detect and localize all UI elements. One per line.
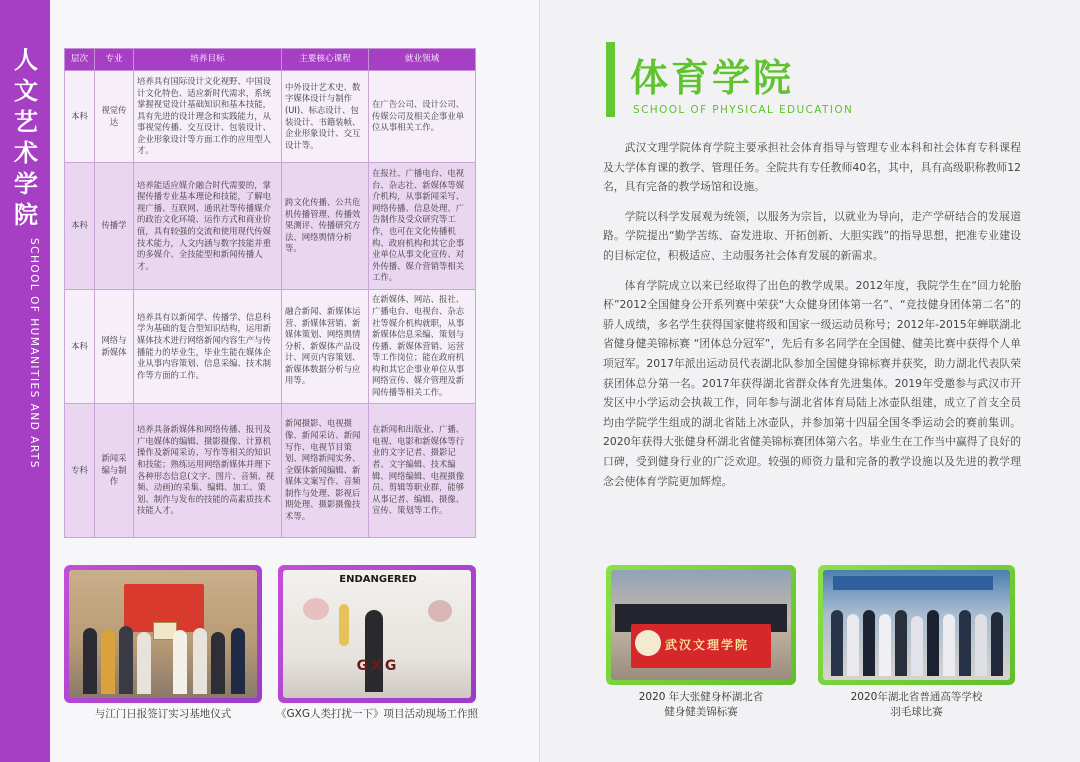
cell-courses: 跨文化传播、公共危机传播管理、传播效果测评、传播研究方法、网络舆情分析等。 <box>282 163 369 290</box>
header-goal: 培养目标 <box>134 49 282 71</box>
side-title-char: 术 <box>14 139 38 167</box>
person <box>991 612 1003 676</box>
cell-goal: 培养具有国际设计文化视野、中国设计文化特色、适应新时代需求，系统掌握视觉设计基础知识和基本技能，具有先进的设计理念和实践能力，从事视觉传播、交互设计、包装设计、企业形象设计等方面工作的应用型人才。 <box>134 71 282 163</box>
person <box>847 614 859 676</box>
photo-gxg-event <box>278 565 476 703</box>
side-title-char: 院 <box>14 201 38 229</box>
person <box>863 610 875 676</box>
photo-image <box>823 570 1010 680</box>
sculpture <box>428 600 452 622</box>
header-courses: 主要核心课程 <box>282 49 369 71</box>
cell-goal: 培养具备新媒体和网络传播、报刊及广电媒体的编辑、摄影摄像、计算机操作及新闻采访、写作等相关的知识和技能；熟练运用网络新媒体并理下各种形态信息(文字、图片、音频、视频、动画)的采集、编辑、加工、策划、制作与发布的技能的高素质技术技能人才。 <box>134 404 282 538</box>
caption-line: 羽毛球比赛 <box>890 706 943 718</box>
side-title-char: 文 <box>14 77 38 105</box>
side-subtitle: SCHOOL OF HUMANITIES AND ARTS <box>28 238 40 469</box>
side-band <box>0 0 50 762</box>
cell-goal: 培养能适应媒介融合时代需要的，掌握传播专业基本理论和技能，了解电视广播、互联网、通讯社等传播媒介的政治文化环境、运作方式和商业价值，具有较强的交流和使用现代传媒技术能力，人文内涵与数字技能并重的多媒介、全技能型和新闻传播人才。 <box>134 163 282 290</box>
cell-major: 传播学 <box>95 163 134 290</box>
photo-image <box>283 570 471 698</box>
cell-level: 本科 <box>65 290 95 404</box>
table-row <box>65 290 476 404</box>
cell-level: 本科 <box>65 163 95 290</box>
sign-text: GXG <box>356 658 400 674</box>
table-row <box>65 404 476 538</box>
program-table <box>64 48 476 538</box>
cell-level: 专科 <box>65 404 95 538</box>
cell-courses: 中外设计艺术史、数字媒体设计与制作(UI)、标志设计、包装设计、书籍装帧、企业形象设计、交互设计等。 <box>282 71 369 163</box>
photo-caption <box>818 690 1015 720</box>
sculpture <box>339 604 349 646</box>
person <box>137 632 151 694</box>
cell-level: 本科 <box>65 71 95 163</box>
side-title-char: 人 <box>14 46 38 74</box>
person <box>831 610 843 676</box>
person <box>101 630 115 694</box>
cell-major: 新闻采编与制作 <box>95 404 134 538</box>
title-accent-bar <box>606 42 615 117</box>
paragraph: 学院以科学发展观为统领，以服务为宗旨，以就业为导向，走产学研结合的发展道路。学院提出“勤学苦练、奋发进取、开拓创新、大胆实践”的指导思想，把准专业建设的目标定位，积极适应、主动服务社会体育发展的新需求。 <box>603 209 1021 262</box>
photo-caption <box>606 690 796 720</box>
photo-caption: 《GXG人类打扰一下》项目活动现场工作照 <box>276 708 478 720</box>
cell-major: 网络与新媒体 <box>95 290 134 404</box>
header-employment: 就业领域 <box>369 49 476 71</box>
cell-courses: 新闻摄影、电视摄像、新闻采访、新闻写作、电视节目策划、网络新闻实务、全媒体新闻编辑、新媒体文案写作、音频制作与处理、影视后期处理、摄影摄像技术等。 <box>282 404 369 538</box>
person <box>211 632 225 694</box>
side-title-char: 学 <box>14 170 38 198</box>
article-body <box>603 138 1021 501</box>
event-banner <box>833 576 993 590</box>
person <box>119 626 133 694</box>
person <box>911 616 923 676</box>
person <box>959 610 971 676</box>
photo-badminton-competition <box>818 565 1015 685</box>
person <box>895 610 907 676</box>
page-title: 体育学院 <box>630 56 795 100</box>
paragraph: 武汉文理学院体育学院主要承担社会体育指导与管理专业本科和社会体育专科课程及大学体育课的教学、管理任务。全院共有专任教师40名，其中，具有高级职称教师12名，具有完备的教学场馆和设施。 <box>603 141 1021 194</box>
side-title-char: 艺 <box>14 108 38 136</box>
person <box>173 630 187 694</box>
sign-text: ENDANGERED <box>339 574 417 585</box>
photo-caption: 与江门日报签订实习基地仪式 <box>94 708 232 720</box>
caption-line: 2020 年大张健身杯湖北省 <box>638 691 764 703</box>
person <box>83 628 97 694</box>
school-emblem <box>635 630 661 656</box>
cell-major: 视觉传达 <box>95 71 134 163</box>
person <box>231 628 245 694</box>
header-major: 专业 <box>95 49 134 71</box>
photo-image <box>611 570 791 680</box>
header-level: 层次 <box>65 49 95 71</box>
table-header-row <box>65 49 476 71</box>
caption-line: 2020年湖北省普通高等学校 <box>850 691 983 703</box>
caption-line: 健身健美锦标赛 <box>664 706 738 718</box>
table-row <box>65 71 476 163</box>
cell-goal: 培养具有以新闻学、传播学、信息科学为基础的复合型知识结构，运用新媒体技术进行网络新闻内容生产与传播能力的毕业生，毕业生能在媒体企业从事内容策划、信息采编、技术制作等方面的工作。 <box>134 290 282 404</box>
cell-employment: 在新媒体、网站、报社、广播电台、电视台、杂志社等媒介机构就职，从事新媒体信息采编、策划与传播、新媒体营销、运营等工作岗位；能在政府机构和其它企事业单位从事网络宣传、媒介管理及新闻传播等相关工作。 <box>369 290 476 404</box>
person <box>365 610 383 692</box>
paragraph: 体育学院成立以来已经取得了出色的教学成果。2012年度，我院学生在“回力轮胎杯”2012全国健身公开系列赛中荣获“大众健身团体第一名”、“竞技健身团体第二名”的骄人成绩，多名学生获得国家健将级和国家一级运动员称号；2012年-2015年蝉联湖北省健身健美锦标赛 “团体总分冠军”，先后有多名同学在全国健、健美比赛中获得个人单项冠军。2017年派出运动员代表湖北队参加全国健身锦标赛并获奖，助力湖北代表队荣获团体总分第一名。2017年获得湖北省群众体育先进集体。2019年受邀参与武汉市开发区中小学运动会执裁工作，同年参与湖北省体育局陆上冰壶队组建，成立了首支全员均由学院学生组成的湖北省陆上冰壶队，并参加第十四届全国冬季运动会的赛前集训。2020年获得大张健身杯湖北省健美锦标赛团体第六名。毕业生在工作当中赢得了良好的口碑，受到健身行业的广泛欢迎。较强的师资力量和完备的教学设施以及先进的教学理念会使体育学院更加辉煌。 <box>603 278 1021 488</box>
cell-employment: 在广告公司、设计公司、传媒公司及相关企事业单位从事相关工作。 <box>369 71 476 163</box>
table-row <box>65 163 476 290</box>
banner-text: 武汉文理学院 <box>665 638 750 652</box>
cell-employment: 在新闻和出版业、广播、电视、电影和新媒体等行业的文字记者、摄影记者、文字编辑、技术编辑、网络编辑、电视摄像员、剪辑等职业群，能够从事记者、编辑、摄像、宣传、策划等工作。 <box>369 404 476 538</box>
person <box>943 614 955 676</box>
person <box>193 628 207 694</box>
sculpture <box>303 598 329 620</box>
cell-courses: 融合新闻、新媒体运营、新媒体营销、新媒体策划、网络舆情分析、新媒体产品设计、网页内容策划、新媒体数据分析与应用等。 <box>282 290 369 404</box>
side-title <box>13 45 39 231</box>
person <box>879 614 891 676</box>
page-subtitle: SCHOOL OF PHYSICAL EDUCATION <box>633 104 854 116</box>
cell-employment: 在报社、广播电台、电视台、杂志社、新媒体等媒介机构，从事新闻采写、网络传播、信息处理、广告制作及受众研究等工作，也可在文化传播机构、政府机构和其它企事业单位从事文化宣传、对外传播、媒介营销等相关工作。 <box>369 163 476 290</box>
photo-fitness-championship <box>606 565 796 685</box>
person <box>975 614 987 676</box>
person <box>927 610 939 676</box>
photo-image <box>69 570 257 698</box>
photo-signing-ceremony <box>64 565 262 703</box>
